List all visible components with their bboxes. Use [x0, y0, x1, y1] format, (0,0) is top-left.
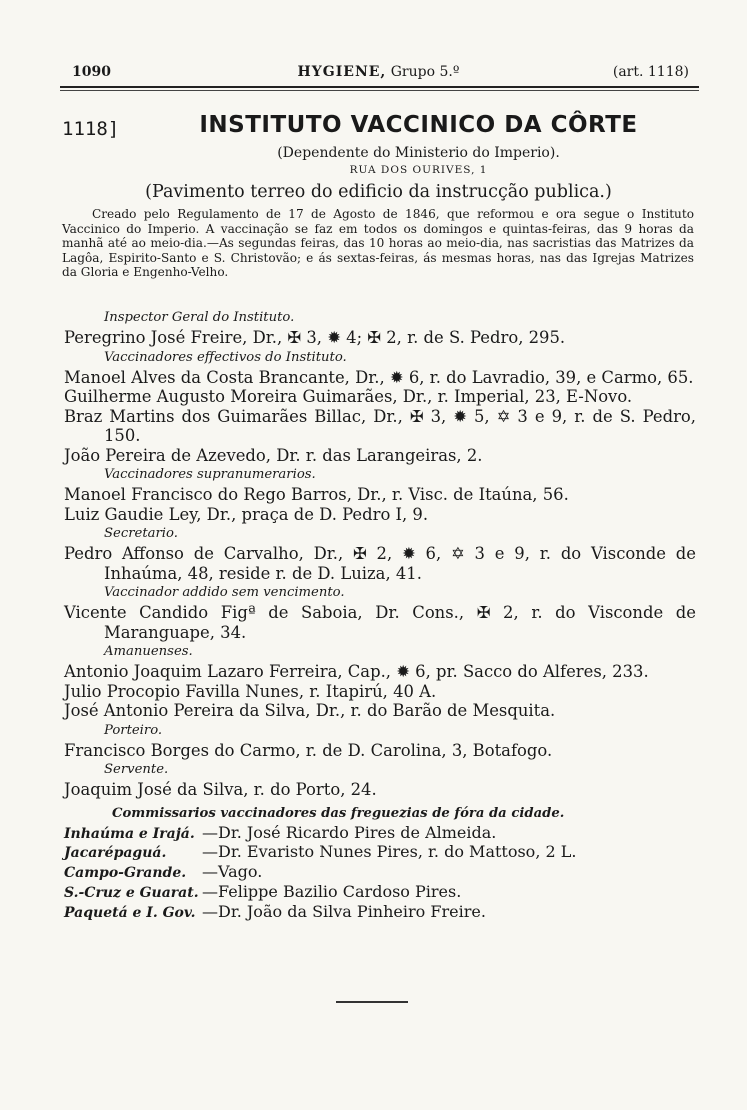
- list-item: [64, 843, 696, 863]
- section-heading: Amanuenses.: [104, 644, 193, 659]
- parish-name: S.-Cruz e Guarat.: [64, 884, 199, 901]
- list-item: [64, 863, 696, 883]
- section-heading: Porteiro.: [104, 722, 163, 738]
- parish-name: Campo-Grande.: [64, 865, 187, 882]
- list-item: Manoel Alves da Costa Brancante, Dr., ✹ 6, r. do Lavradio, 39, e Carmo, 65.: [64, 367, 694, 387]
- list-item: Peregrino José Freire, Dr., ✠ 3, ✹ 4; ✠ 2, r. de S. Pedro, 295.: [64, 328, 566, 347]
- section-attached-vaccinator: [64, 583, 696, 642]
- running-head: [60, 62, 697, 84]
- list-item: Manoel Francisco do Rego Barros, Dr., r. Visc. de Itaúna, 56.: [64, 485, 569, 504]
- article-ref: (art. 1118): [612, 64, 689, 80]
- header-rule-thin: [60, 90, 699, 91]
- section-inspector: [64, 308, 696, 348]
- intro-paragraph: Creado pelo Regulamento de 17 de Agosto de 1846, que reformou e ora segue o Instituto Vaccinico do Imperio. A vaccinação se faz em todos os domingos e quintas-feiras, das 9 horas da manhã até ao meio-dia.—As segundas feiras, das 10 horas ao meio-dia, nas sacristias das Matrizes da Lagôa, Espirito-Santo e S. Christovão; e ás sextas-feiras, ás mesmas horas, nas das Igrejas Matrizes da Gloria e Engenho-Velho.: [62, 207, 694, 280]
- group-label: Grupo 5.º: [390, 64, 460, 80]
- subtitle: (Dependente do Ministerio do Imperio).: [277, 145, 560, 161]
- list-item: Guilherme Augusto Moreira Guimarães, Dr., r. Imperial, 23, E-Novo.: [64, 387, 633, 406]
- section-clerks: [64, 642, 696, 721]
- section-secretary: [64, 524, 696, 583]
- header-rule: [60, 86, 699, 88]
- section-heading: Vaccinadores supranumerarios.: [104, 467, 316, 482]
- section-heading: Servente.: [104, 762, 169, 777]
- parish-name: Inhaúma e Irajá.: [64, 825, 195, 842]
- list-item: Antonio Joaquim Lazaro Ferreira, Cap., ✹ 6, pr. Sacco do Alferes, 233.: [64, 662, 649, 681]
- section-heading: Commissarios vaccinadores das freguezias de fóra da cidade.: [112, 805, 565, 821]
- section-servant: [64, 760, 696, 800]
- list-item: Pedro Affonso de Carvalho, Dr., ✠ 2, ✹ 6, ✡ 3 e 9, r. do Visconde de Inhaúma, 48, reside r. de D. Luiza, 41.: [64, 544, 696, 583]
- list-item: [64, 883, 696, 903]
- address: RUA DOS OURIVES, 1: [349, 164, 488, 176]
- commissioner-name: —Felippe Bazilio Cardoso Pires.: [202, 881, 462, 901]
- list-item: José Antonio Pereira da Silva, Dr., r. do Barão de Mesquita.: [64, 701, 556, 720]
- section-heading: [60, 64, 697, 80]
- page-title: INSTITUTO VACCINICO DA CÔRTE: [199, 112, 638, 138]
- section-commissioners: [64, 804, 696, 923]
- section-name: HYGIENE,: [297, 64, 387, 80]
- list-item: Julio Procopio Favilla Nunes, r. Itapirú, 40 A.: [64, 681, 437, 701]
- location-note: (Pavimento terreo do edificio da instrucção publica.): [145, 182, 612, 202]
- list-item: Joaquim José da Silva, r. do Porto, 24.: [64, 780, 377, 799]
- staff-listing: [64, 308, 696, 922]
- list-item: [64, 903, 696, 923]
- commissioner-name: —Dr. João da Silva Pinheiro Freire.: [202, 901, 486, 921]
- page-number: 1090: [72, 64, 111, 80]
- parish-name: Jacarépaguá.: [64, 845, 167, 862]
- list-item: [64, 824, 696, 844]
- end-rule: [336, 1001, 408, 1003]
- list-item: Braz Martins dos Guimarães Billac, Dr., ✠ 3, ✹ 5, ✡ 3 e 9, r. de S. Pedro, 150.: [64, 406, 696, 445]
- section-heading: Vaccinadores effectivos do Instituto.: [104, 349, 347, 365]
- section-porter: [64, 721, 696, 761]
- list-item: Francisco Borges do Carmo, r. de D. Carolina, 3, Botafogo.: [64, 740, 553, 760]
- list-item: Luiz Gaudie Ley, Dr., praça de D. Pedro I, 9.: [64, 504, 429, 524]
- section-supernumerary: [64, 465, 696, 524]
- commissioner-name: —Vago.: [202, 862, 263, 882]
- commissioner-name: —Dr. Evaristo Nunes Pires, r. do Mattoso, 2 L.: [202, 842, 577, 862]
- section-effective-vaccinators: [64, 348, 696, 466]
- section-heading: Secretario.: [104, 526, 178, 541]
- parish-name: Paquetá e I. Gov.: [64, 904, 196, 921]
- section-heading: Vaccinador addido sem vencimento.: [104, 585, 345, 600]
- list-item: Vicente Candido Figª de Saboia, Dr. Cons., ✠ 2, r. do Visconde de Maranguape, 34.: [64, 603, 696, 642]
- section-heading: Inspector Geral do Instituto.: [104, 310, 295, 325]
- entry-number: 1118]: [62, 118, 120, 140]
- commissioner-name: —Dr. José Ricardo Pires de Almeida.: [202, 822, 497, 842]
- list-item: João Pereira de Azevedo, Dr. r. das Larangeiras, 2.: [64, 445, 483, 465]
